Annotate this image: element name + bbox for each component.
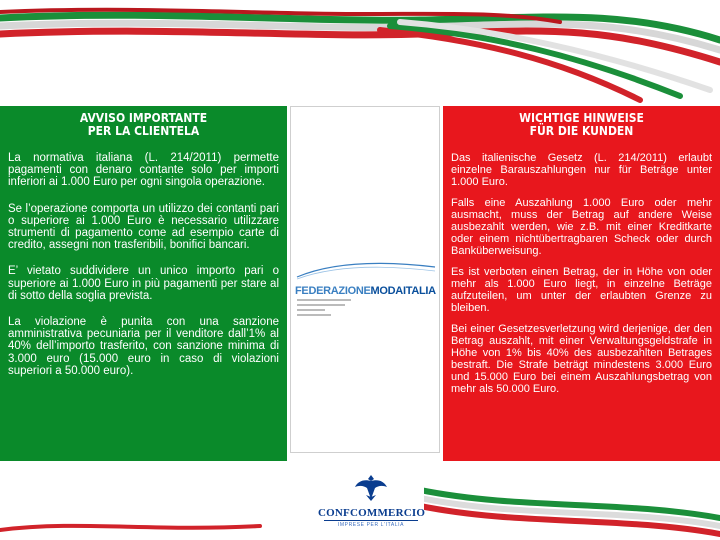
- confcommercio-logo: CONFCOMMERCIO IMPRESE PER L'ITALIA: [318, 473, 424, 535]
- german-notice-panel: [443, 106, 720, 461]
- italian-paragraph-1: La normativa italiana (L. 214/2011) permette pagamenti con denaro contante solo per importi inferiori ai 1.000 Euro per ogni singola operazione.: [8, 152, 279, 189]
- italian-paragraph-2: Se l’operazione comporta un utilizzo dei contanti pari o superiore ai 1.000 Euro è necessario utilizzare strumenti di pagamento come ad esempio carte di credito, assegni non trasferibili, bonifici bancari.: [8, 202, 279, 252]
- italian-notice-panel: [0, 106, 287, 461]
- fmi-wordmark-part2: MODAITALIA: [370, 285, 436, 297]
- german-notice-title: WICHTIGE HINWEISE FÜR DIE KUNDEN: [519, 111, 644, 138]
- italian-paragraph-3: E’ vietato suddividere un unico importo pari o superiore ai 1.000 Euro in più pagamenti per stare al di sotto della soglia prevista.: [8, 265, 279, 302]
- german-paragraph-2: Falls eine Auszahlung 1.000 Euro oder mehr ausmacht, muss der Betrag auf andere Weise ausbezahlt werden, wie z.B. mit einer Kreditkarte oder einem nichtübertragbaren Scheck oder durch Banküberweisung.: [451, 197, 712, 257]
- german-paragraph-3: Es ist verboten einen Betrag, der in Höhe von oder mehr als 1.000 Euro liegt, in einzelne Beträge aufzuteilen, um unter der erlaubten Grenze zu bleiben.: [451, 266, 712, 314]
- eagle-emblem-icon: [354, 473, 388, 503]
- german-paragraph-4: Bei einer Gesetzesverletzung wird derjenige, der den Betrag auszahlt, mit einer Verwaltungsgeldstrafe in Höhe von 1% bis 40% des ausbezahlten Betrages bestraft. Die Strafe beträgt mindestens 3.000 Euro und 15.000 Euro bei einem Auszahlungsbetrag von mehr als 50.000 Euro.: [451, 323, 712, 395]
- tricolor-ropes-top: [0, 0, 720, 110]
- center-logo-panel: [290, 106, 440, 453]
- italian-notice-title: AVVISO IMPORTANTE PER LA CLIENTELA: [79, 111, 208, 138]
- german-paragraph-1: Das italienische Gesetz (L. 214/2011) erlaubt einzelne Barauszahlungen nur für Beträge unter 1.000 Euro.: [451, 152, 712, 188]
- fmi-logo-swoosh-icon: [295, 259, 437, 281]
- fmi-logo-subtext-lines: [295, 297, 355, 321]
- fmi-wordmark-part1: FEDERAZIONE: [295, 285, 371, 297]
- italian-paragraph-4: La violazione è punita con una sanzione amministrativa pecuniaria per il venditore dall’1% al 40% dell’importo trasferito, con sanzione minima di 3.000 euro (15.000 euro in caso di violazioni superiori a 50.000 euro).: [8, 316, 279, 377]
- federazione-moda-italia-logo: [295, 259, 437, 319]
